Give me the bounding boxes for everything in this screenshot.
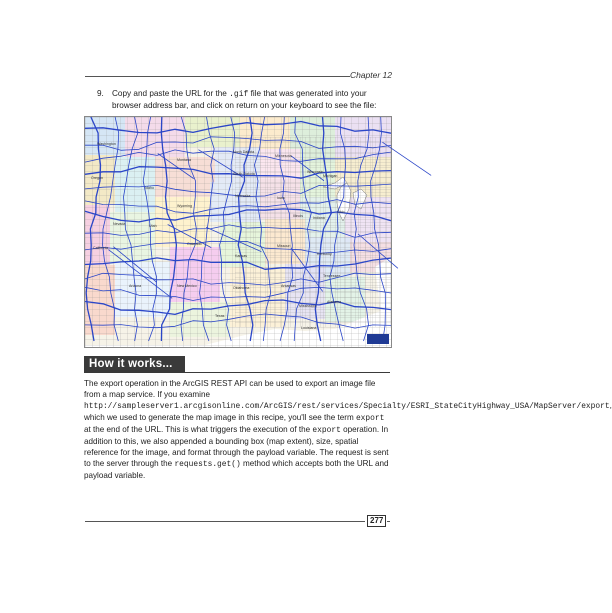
step-text: Copy and paste the URL for the .gif file that was generated into your browser address bar, and click on return on your keyboard to see the file: (112, 89, 377, 110)
state-label: Wyoming (177, 204, 192, 208)
inline-code: requests.get() (174, 460, 241, 469)
footer-rule-tail (387, 521, 390, 522)
state-label: Indiana (313, 216, 325, 220)
state-label: New Mexico (177, 284, 197, 288)
chapter-label: Chapter 12 (349, 70, 392, 80)
state-label: Louisiana (301, 326, 317, 330)
inline-code: export (312, 426, 341, 435)
footer-rule (85, 521, 365, 522)
body-run: operation. In addition to this, we also appended a bounding box (map extent), size, spatial reference for the image, and format through the payload variable. The request is sent to the server through the (84, 425, 389, 468)
state-label: Alabama (327, 300, 342, 304)
state-label: Montana (177, 158, 191, 162)
state-label: Utah (149, 224, 157, 228)
state-label: Texas (215, 314, 225, 318)
header-rule (85, 76, 350, 77)
state-label: California (93, 246, 109, 250)
section-rule (180, 372, 390, 373)
explanation-paragraph (84, 378, 612, 481)
state-label: Iowa (277, 196, 285, 200)
state-label: Ohio (337, 210, 345, 214)
state-label: North Dakota (233, 150, 255, 154)
state-label: South Dakota (233, 172, 255, 176)
state-label: Illinois (293, 214, 303, 218)
page-number: 277 (367, 515, 386, 527)
body-run: , which we used to generate the map image in this recipe, you'll see the term (84, 401, 612, 422)
state-label: Kentucky (317, 252, 332, 256)
esri-logo (367, 334, 389, 344)
state-label: Idaho (145, 186, 154, 190)
state-label: Missouri (277, 244, 291, 248)
state-label: Colorado (187, 242, 202, 246)
state-label: Mississippi (299, 304, 317, 308)
state-label: Wisconsin (307, 170, 324, 174)
state-label: Minnesota (275, 154, 292, 158)
state-label: Nevada (113, 222, 126, 226)
state-label: Arizona (129, 284, 142, 288)
state-label: Nebraska (235, 194, 251, 198)
body-run: The export operation in the ArcGIS REST API can be used to export an image file from a map service. If you examine (84, 379, 376, 399)
inline-code: http://sampleserver1.arcgisonline.com/ArcGIS/rest/services/Specialty/ESRI_StateCityHighway_USA/MapServer/export (84, 402, 610, 411)
state-label: Oregon (91, 176, 103, 180)
us-highway-map-image (84, 116, 392, 348)
state-label: Washington (97, 142, 116, 146)
inline-code: .gif (229, 90, 249, 99)
state-label: Tennessee (323, 274, 341, 278)
state-label: Arkansas (281, 284, 296, 288)
section-title: How it works... (84, 356, 185, 373)
step-number: 9. (97, 89, 104, 98)
state-label: Kansas (235, 254, 247, 258)
inline-code: export (355, 414, 385, 423)
state-label: Oklahoma (233, 286, 250, 290)
state-label: Michigan (323, 174, 338, 178)
map-canvas (85, 117, 391, 347)
body-run: at the end of the URL. This is what triggers the execution of the (84, 425, 313, 434)
body-run: method which accepts both the URL and payload variable. (84, 459, 389, 480)
